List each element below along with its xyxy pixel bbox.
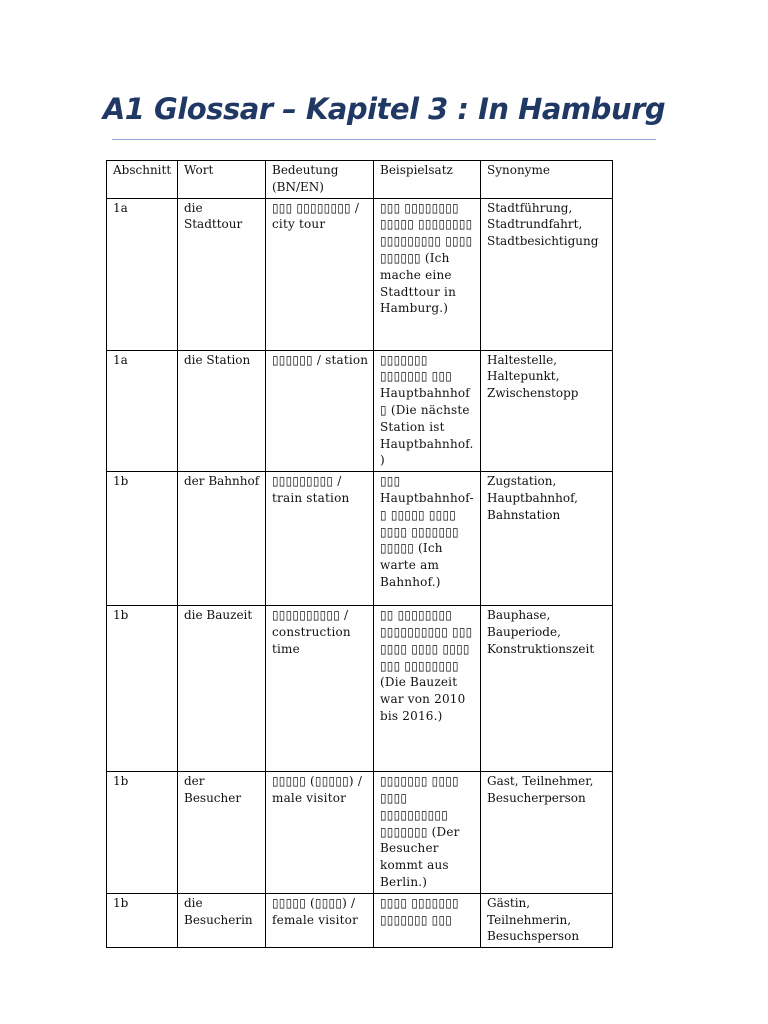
cell-bedeutung: ▯▯▯ ▯▯▯▯▯▯▯▯ / city tour <box>266 198 374 350</box>
cell-bedeutung: ▯▯▯▯▯ (▯▯▯▯) / female visitor <box>266 893 374 947</box>
cell-beispielsatz: ▯▯▯▯▯▯▯ ▯▯▯▯▯▯▯ ▯▯▯ Hauptbahnhof▯ (Die nächste Station ist Hauptbahnhof.) <box>374 350 481 472</box>
cell-synonyme: Gast, Teilnehmer, Besucherperson <box>481 772 613 894</box>
header-bedeutung: Bedeutung (BN/EN) <box>266 161 374 199</box>
cell-beispielsatz: ▯▯▯▯▯▯▯ ▯▯▯▯ ▯▯▯▯ ▯▯▯▯▯▯▯▯▯▯ ▯▯▯▯▯▯▯ (Der Besucher kommt aus Berlin.) <box>374 772 481 894</box>
cell-synonyme: Gästin, Teilnehmerin, Besuchsperson <box>481 893 613 947</box>
cell-wort: die Station <box>178 350 266 472</box>
header-abschnitt: Abschnitt <box>107 161 178 199</box>
cell-abschnitt: 1b <box>107 472 178 606</box>
cell-synonyme: Haltestelle, Haltepunkt, Zwischenstopp <box>481 350 613 472</box>
cell-beispielsatz: ▯▯ ▯▯▯▯▯▯▯▯ ▯▯▯▯▯▯▯▯▯▯ ▯▯▯ ▯▯▯▯ ▯▯▯▯ ▯▯▯▯ ▯▯▯ ▯▯▯▯▯▯▯▯ (Die Bauzeit war von 2010 bis 2016.) <box>374 606 481 772</box>
cell-bedeutung: ▯▯▯▯▯▯▯▯▯▯ / construction time <box>266 606 374 772</box>
cell-wort: die Stadttour <box>178 198 266 350</box>
cell-bedeutung: ▯▯▯▯▯▯ / station <box>266 350 374 472</box>
cell-wort: die Besucherin <box>178 893 266 947</box>
table-row <box>107 893 613 947</box>
page-title: A1 Glossar – Kapitel 3 : In Hamburg <box>102 92 666 126</box>
cell-abschnitt: 1a <box>107 198 178 350</box>
table-row <box>107 198 613 350</box>
cell-abschnitt: 1b <box>107 772 178 894</box>
cell-synonyme: Stadtführung, Stadtrundfahrt, Stadtbesichtigung <box>481 198 613 350</box>
table-header-row <box>107 161 613 199</box>
cell-synonyme: Bauphase, Bauperiode, Konstruktionszeit <box>481 606 613 772</box>
cell-bedeutung: ▯▯▯▯▯▯▯▯▯ / train station <box>266 472 374 606</box>
header-synonyme: Synonyme <box>481 161 613 199</box>
table-row <box>107 350 613 472</box>
table-row <box>107 472 613 606</box>
cell-wort: die Bauzeit <box>178 606 266 772</box>
header-wort: Wort <box>178 161 266 199</box>
cell-beispielsatz: ▯▯▯ Hauptbahnhof-▯ ▯▯▯▯▯ ▯▯▯▯ ▯▯▯▯ ▯▯▯▯▯▯▯ ▯▯▯▯▯ (Ich warte am Bahnhof.) <box>374 472 481 606</box>
glossary-table <box>106 160 613 948</box>
cell-synonyme: Zugstation, Hauptbahnhof, Bahnstation <box>481 472 613 606</box>
cell-wort: der Bahnhof <box>178 472 266 606</box>
cell-beispielsatz: ▯▯▯ ▯▯▯▯▯▯▯▯ ▯▯▯▯▯ ▯▯▯▯▯▯▯▯ ▯▯▯▯▯▯▯▯▯ ▯▯▯▯ ▯▯▯▯▯▯ (Ich mache eine Stadttour in Hamburg.) <box>374 198 481 350</box>
cell-wort: der Besucher <box>178 772 266 894</box>
cell-beispielsatz: ▯▯▯▯ ▯▯▯▯▯▯▯ ▯▯▯▯▯▯▯ ▯▯▯ <box>374 893 481 947</box>
header-beispielsatz: Beispielsatz <box>374 161 481 199</box>
cell-abschnitt: 1a <box>107 350 178 472</box>
title-underline <box>112 139 656 140</box>
cell-abschnitt: 1b <box>107 893 178 947</box>
cell-abschnitt: 1b <box>107 606 178 772</box>
cell-bedeutung: ▯▯▯▯▯ (▯▯▯▯▯) / male visitor <box>266 772 374 894</box>
table-row <box>107 606 613 772</box>
table-row <box>107 772 613 894</box>
